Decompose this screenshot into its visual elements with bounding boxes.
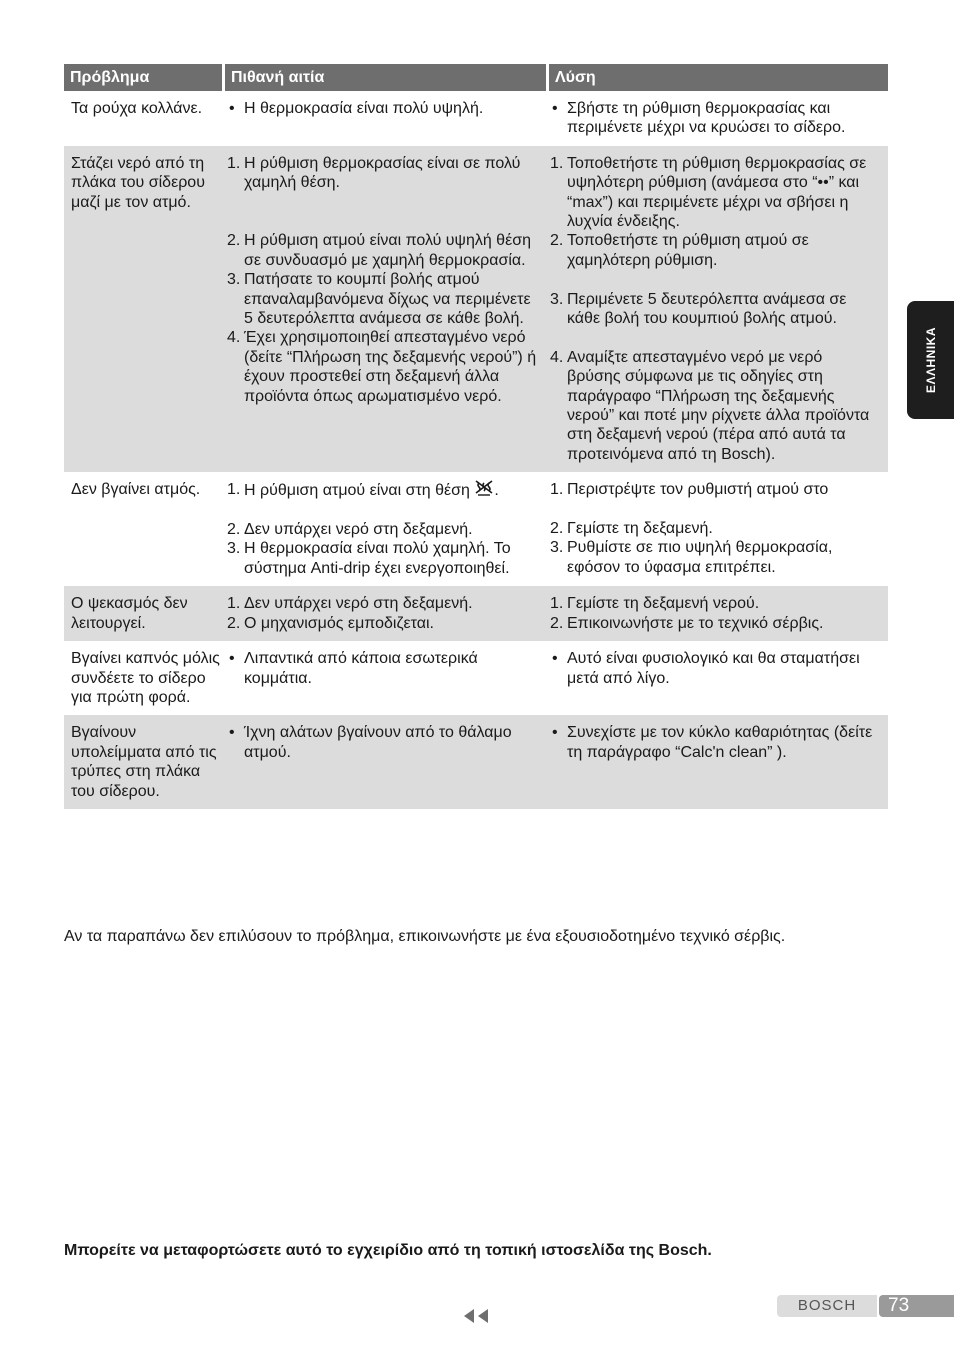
cause-cell: • Λιπαντικά από κάποια εσωτερικά κομμάτια. [229, 650, 478, 687]
table-row [64, 146, 888, 472]
table-row [64, 715, 888, 809]
double-left-arrow-icon[interactable] [463, 1308, 493, 1324]
brand-label: BOSCH [777, 1295, 877, 1317]
cause-cell: 1. Η ρύθμιση ατμού είναι στη θέση . 2. Δεν υπάρχει νερό στη δεξαμενή. 3. Η θερμοκρασία είναι πολύ χαμηλή. Το σύστημα Anti-drip έχει ενεργοποιηθεί. [227, 481, 511, 577]
table-row [64, 472, 888, 586]
cause-cell: • Ίχνη αλάτων βγαίνουν από το θάλαμο ατμού. [229, 724, 512, 761]
cause-cell: 1. Η ρύθμιση θερμοκρασίας είναι σε πολύ χαμηλή θέση. 2. Η ρύθμιση ατμού είναι πολύ υψηλή θέση σε συνδυασμό με χαμηλή θερμοκρασία. 3. Πατήσατε το κουμπί βολής ατμού επαναλαμβανόμενα δίχως να περιμένετε 5 δευτερόλεπτα ανάμεσα σε κάθε βολή. 4. Έχει χρησιμοποιηθεί απεσταγμένο νερό (δείτε “Πλήρωση της δεξαμενής νερού”) ή έχουν προστεθεί στη δεξαμενή άλλα προϊόντα όπως αρωματισμένο νερό. [227, 154, 537, 405]
cause-cell: • Η θερμοκρασία είναι πολύ υψηλή. [229, 100, 484, 117]
page-number: 73 [879, 1295, 954, 1317]
problem-cell: Δεν βγαίνει ατμός. [71, 481, 201, 499]
problem-cell: Τα ρούχα κολλάνε. [71, 100, 203, 117]
header-solution: Λύση [549, 64, 888, 91]
cause-cell: 1. Δεν υπάρχει νερό στη δεξαμενή. 2. Ο μηχανισμός εμποδιζεται. [227, 595, 473, 632]
troubleshooting-table [64, 64, 888, 809]
solution-cell: 1. Γεμίστε τη δεξαμενή νερού. 2. Επικοινωνήστε με το τεχνικό σέρβις. [550, 595, 824, 632]
table-header [64, 64, 888, 91]
steam-off-icon [474, 480, 494, 498]
problem-cell: Ο ψεκασμός δεν λειτουργεί. [71, 595, 188, 632]
problem-cell: Στάζει νερό από τη πλάκα του σίδερου μαζί με τον ατμό. [71, 154, 205, 211]
language-tab [907, 301, 954, 419]
header-problem: Πρόβλημα [64, 64, 222, 91]
problem-cell: Βγαίνει καπνός μόλις συνδέετε το σίδερο για πρώτη φορά. [71, 650, 220, 706]
table-row [64, 641, 888, 715]
problem-cell: Βγαίνουν υπολείμματα από τις τρύπες στη πλάκα του σίδερου. [71, 724, 217, 800]
solution-cell: • Συνεχίστε με τον κύκλο καθαριότητας (δείτε τη παράγραφο “Calc'n clean” ). [552, 724, 873, 761]
solution-cell: 1. Τοποθετήστε τη ρύθμιση θερμοκρασίας σε υψηλότερη ρύθμιση (ανάμεσα στο “••” και “max”) και περιμένετε μέχρι να σβήσει η λυχνία ένδειξης. 2. Τοποθετήστε τη ρύθμιση ατμού σε χαμηλότερη ρύθμιση. 3. Περιμένετε 5 δευτερόλεπτα ανάμεσα σε κάθε βολή του κουμπιού βολής ατμού. 4. Αναμίξτε απεσταγμένο νερό με νερό βρύσης σύμφωνα με τις οδηγίες στη παράγραφο “Πλήρωση της δεξαμενής νερού” και ποτέ μην ρίχνετε άλλα προϊόντα στη δεξαμενή νερού (πέρα από αυτά τα προτεινόμενα από τη Bosch). [550, 154, 870, 463]
solution-cell: • Αυτό είναι φυσιολογικό και θα σταματήσει μετά από λίγο. [552, 650, 860, 687]
language-tab-label: ΕΛΛΗΝΙΚΑ [923, 326, 938, 394]
header-cause: Πιθανή αιτία [225, 64, 546, 91]
table-row [64, 91, 888, 146]
footnote: Αν τα παραπάνω δεν επιλύσουν το πρόβλημα, επικοινωνήστε με ένα εξουσιοδοτημένο τεχνικό σέρβις. [64, 928, 786, 945]
table-row [64, 586, 888, 641]
solution-cell: • Σβήστε τη ρύθμιση θερμοκρασίας και περιμένετε μέχρι να κρυώσει το σίδερο. [552, 100, 846, 137]
download-note: Μπορείτε να μεταφορτώσετε αυτό το εγχειρίδιο από τη τοπική ιστοσελίδα της Bosch. [64, 1242, 712, 1259]
solution-cell: 1. Περιστρέψτε τον ρυθμιστή ατμού στο 2. Γεμίστε τη δεξαμενή. 3. Ρυθμίστε σε πιο υψηλή θερμοκρασία, εφόσον το ύφασμα επιτρέπει. [550, 481, 833, 576]
